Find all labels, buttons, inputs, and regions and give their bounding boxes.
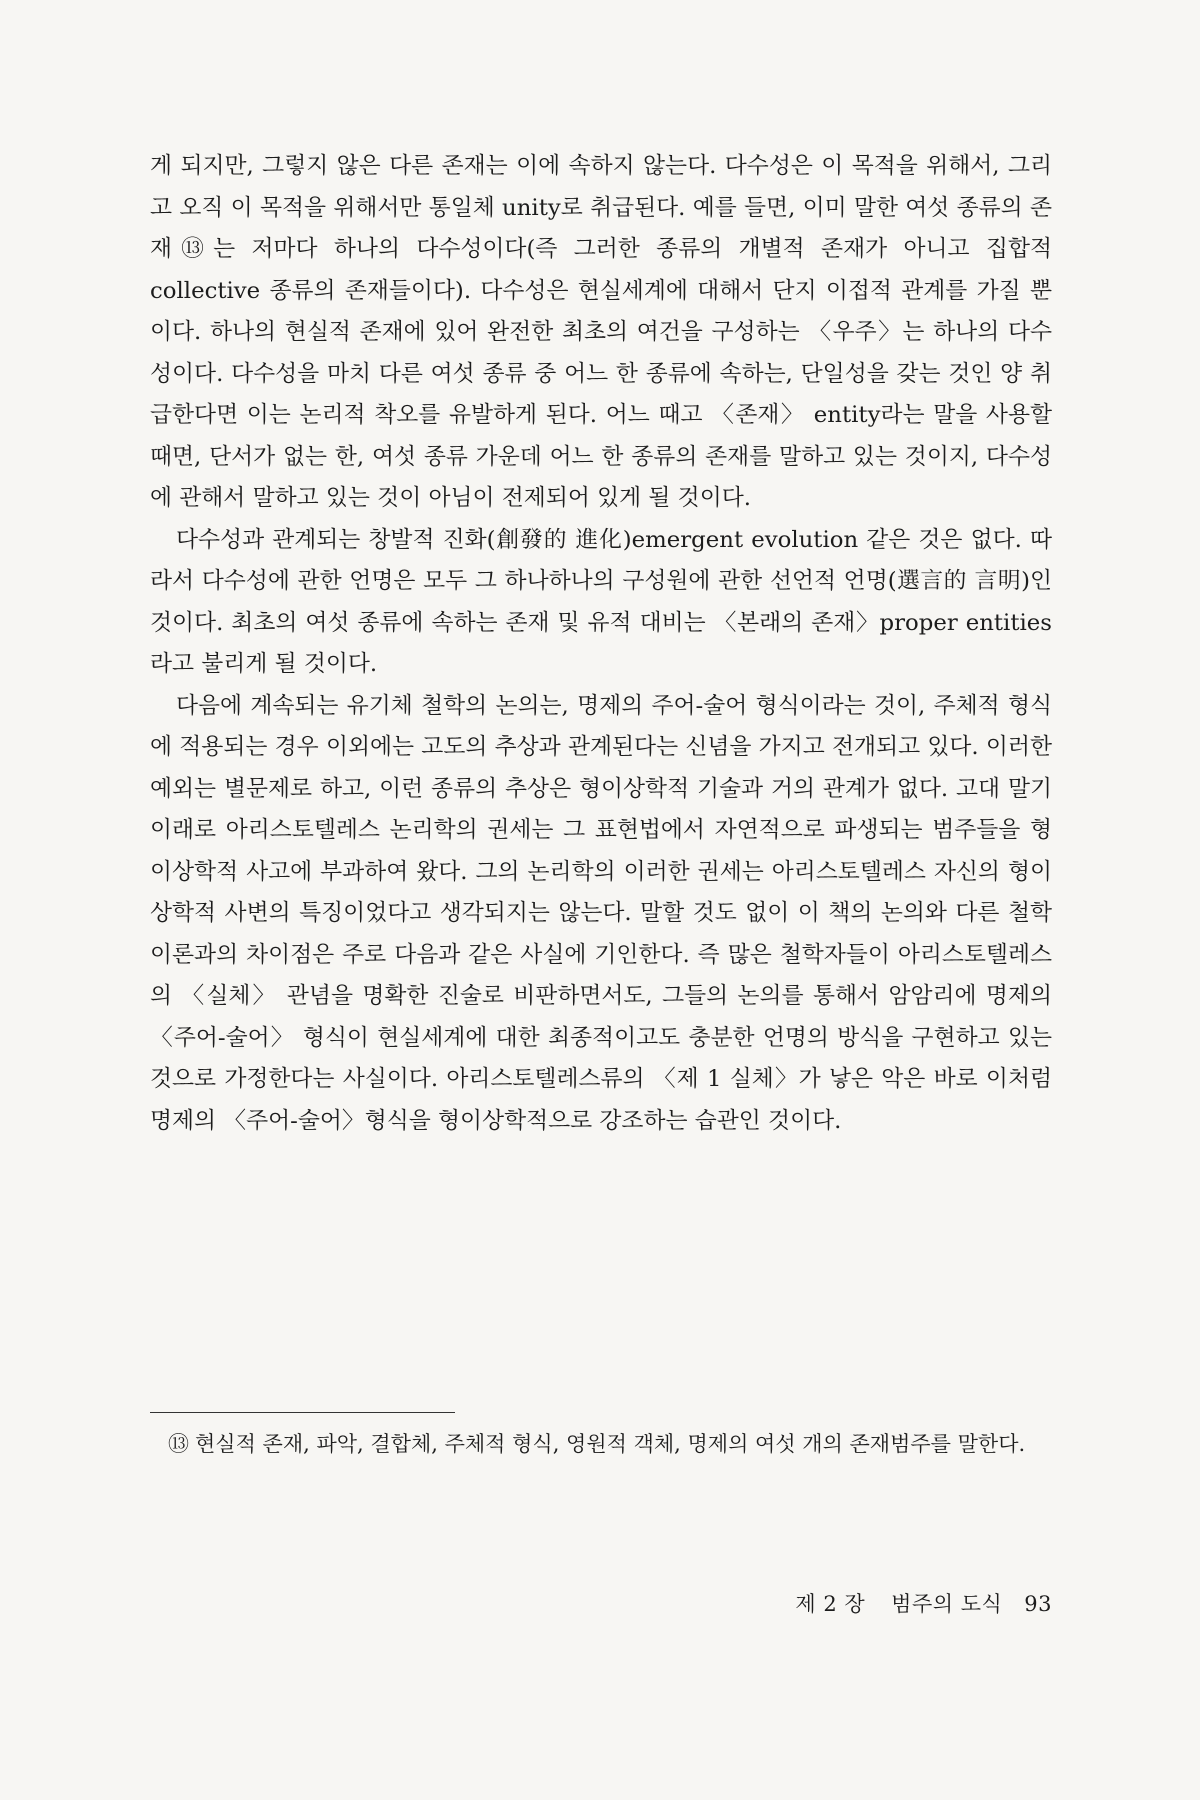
- body-text: [150, 146, 1052, 1142]
- footnote-text: 현실적 존재, 파악, 결합체, 주체적 형식, 영원적 객체, 명제의 여섯 개의 존재범주를 말한다.: [195, 1432, 1026, 1456]
- chapter-label: 제 2 장: [795, 1592, 866, 1616]
- page-number: 93: [1024, 1592, 1052, 1616]
- chapter-title: 범주의 도식: [891, 1592, 1003, 1616]
- paragraph-2: 다수성과 관계되는 창발적 진화(創發的 進化)emergent evolution 같은 것은 없다. 따라서 다수성에 관한 언명은 모두 그 하나하나의 구성원에 관한 선언적 언명(選言的 言明)인 것이다. 최초의 여섯 종류에 속하는 존재 및 유적 대비는 〈본래의 존재〉proper entities라고 불리게 될 것이다.: [150, 526, 1052, 677]
- paragraph-3: 다음에 계속되는 유기체 철학의 논의는, 명제의 주어-술어 형식이라는 것이, 주체적 형식에 적용되는 경우 이외에는 고도의 추상과 관계된다는 신념을 가지고 전개되고 있다. 이러한 예외는 별문제로 하고, 이런 종류의 추상은 형이상학적 기술과 거의 관계가 없다. 고대 말기 이래로 아리스토텔레스 논리학의 권세는 그 표현법에서 자연적으로 파생되는 범주들을 형이상학적 사고에 부과하여 왔다. 그의 논리학의 이러한 권세는 아리스토텔레스 자신의 형이상학적 사변의 특징이었다고 생각되지는 않는다. 말할 것도 없이 이 책의 논의와 다른 철학이론과의 차이점은 주로 다음과 같은 사실에 기인한다. 즉 많은 철학자들이 아리스토텔레스의 〈실체〉 관념을 명확한 진술로 비판하면서도, 그들의 논의를 통해서 암암리에 명제의 〈주어-술어〉 형식이 현실세계에 대한 최종적이고도 충분한 언명의 방식을 구현하고 있는 것으로 가정한다는 사실이다. 아리스토텔레스류의 〈제 1 실체〉가 낳은 악은 바로 이처럼 명제의 〈주어-술어〉형식을 형이상학적으로 강조하는 습관인 것이다.: [150, 692, 1053, 1134]
- running-footer: [700, 1588, 1052, 1618]
- footnote-divider: [150, 1412, 455, 1413]
- footnote: [168, 1425, 1052, 1464]
- footnote-marker: ⑬: [168, 1432, 189, 1456]
- paragraph-1: 게 되지만, 그렇지 않은 다른 존재는 이에 속하지 않는다. 다수성은 이 목적을 위해서, 그리고 오직 이 목적을 위해서만 통일체 unity로 취급된다. 예를 들면, 이미 말한 여섯 종류의 존재⑬는 저마다 하나의 다수성이다(즉 그러한 종류의 개별적 존재가 아니고 집합적 collective 종류의 존재들이다). 다수성은 현실세계에 대해서 단지 이접적 관계를 가질 뿐이다. 하나의 현실적 존재에 있어 완전한 최초의 여건을 구성하는 〈우주〉는 하나의 다수성이다. 다수성을 마치 다른 여섯 종류 중 어느 한 종류에 속하는, 단일성을 갖는 것인 양 취급한다면 이는 논리적 착오를 유발하게 된다. 어느 때고 〈존재〉 entity라는 말을 사용할 때면, 단서가 없는 한, 여섯 종류 가운데 어느 한 종류의 존재를 말하고 있는 것이지, 다수성에 관해서 말하고 있는 것이 아님이 전제되어 있게 될 것이다.: [150, 153, 1052, 511]
